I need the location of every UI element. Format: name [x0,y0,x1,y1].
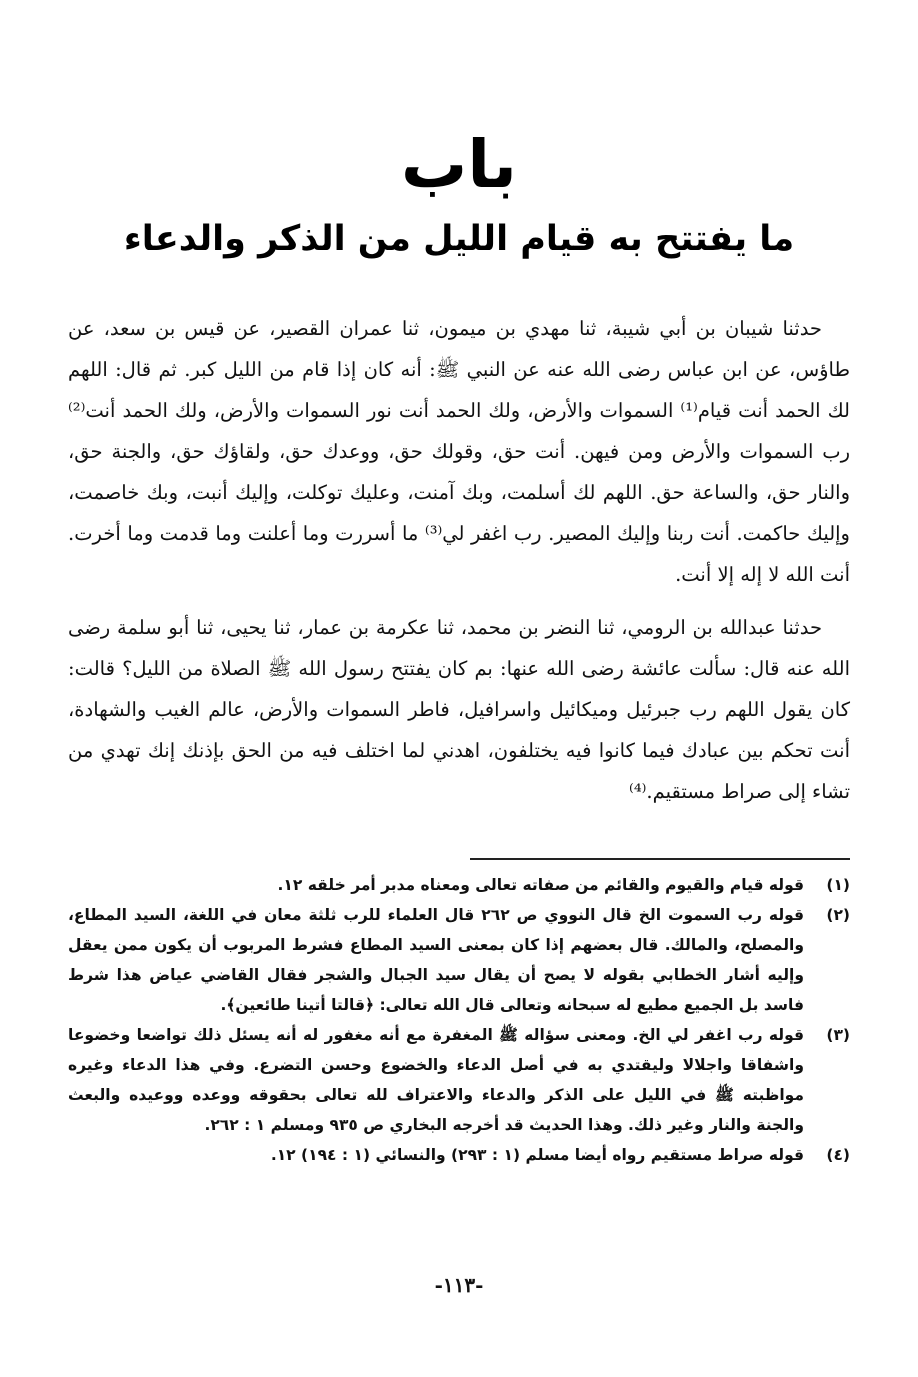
footnote-number: (٢) [826,906,850,924]
footnote-text: قوله صراط مستقيم رواه أيضا مسلم (١ : ٢٩٣) والنسائي (١ : ١٩٤) ١٢. [270,1146,804,1164]
footnote-text: قوله قيام والقيوم والقائم من صفاته تعالى ومعناه مدبر أمر خلقه ١٢. [277,876,804,894]
footnote-number: (١) [826,876,850,894]
footnote-divider [470,858,850,860]
footnote-number: (٣) [826,1026,850,1044]
footnotes [68,870,850,1170]
footnote-number: (٤) [826,1146,850,1164]
page-number: -١١٣- [434,1273,484,1297]
footnote-4 [68,1140,850,1170]
footnote-1 [68,870,850,900]
footnote-3 [68,1020,850,1140]
footnote-text: قوله رب السموت الخ قال النووي ص ٢٦٢ قال العلماء للرب ثلثة معان في اللغة، السيد المطاع، والمصلح، والمالك. قال بعضهم إذا كان بمعنى السيد المطاع فشرط المربوب أن يكون ممن يعقل وإليه أشار الخطابي بقوله لا يصح أن يقال سيد الجبال والشجر فقال القاضي عياض هذا شرط فاسد بل الجميع مطيع له سبحانه وتعالى قال الله تعالى: ﴿قالتا أتينا طائعين﴾. [68,906,804,1014]
hadith-paragraph-2: حدثنا عبدالله بن الرومي، ثنا النضر بن محمد، ثنا عكرمة بن عمار، ثنا يحيى، ثنا أبو سلمة رضى الله عنه قال: سألت عائشة رضى الله عنها: بم كان يفتتح رسول الله ﷺ الصلاة من الليل؟ قالت: كان يقول اللهم رب جبرئيل وميكائيل واسرافيل، فاطر السموات والأرض، عالم الغيب والشهادة، أنت تحكم بين عبادك فيما كانوا فيه يختلفون، اهدني لما اختلف فيه من الحق بإذنك إنك تهدي من تشاء إلى صراط مستقيم.⁽⁴⁾ [68,616,850,803]
main-text [68,308,850,812]
chapter-label: باب [401,126,517,203]
chapter-title: ما يفتتح به قيام الليل من الذكر والدعاء [123,219,795,259]
footnote-2 [68,900,850,1020]
footnote-text: قوله رب اغفر لي الخ. ومعنى سؤاله ﷺ المغفرة مع أنه مغفور له أنه يسئل ذلك تواضعا وخضوعا واشفاقا واجلالا وليقتدي به في أصل الدعاء والخضوع وحسن التضرع. وفي هذا الدعاء وغيره مواظبته ﷺ في الليل على الذكر والدعاء والاعتراف لله تعالى بحقوقه ووعده ووعيده والبعث والجنة والنار وغير ذلك. وهذا الحديث قد أخرجه البخاري ص ٩٣٥ ومسلم ١ : ٢٦٢. [68,1026,804,1134]
hadith-paragraph-1: حدثنا شيبان بن أبي شيبة، ثنا مهدي بن ميمون، ثنا عمران القصير، عن قيس بن سعد، عن طاؤس، عن ابن عباس رضى الله عنه عن النبي ﷺ: أنه كان إذا قام من الليل كبر. ثم قال: اللهم لك الحمد أنت قيام⁽¹⁾ السموات والأرض، ولك الحمد أنت نور السموات والأرض، ولك الحمد أنت⁽²⁾ رب السموات والأرض ومن فيهن. أنت حق، وقولك حق، ووعدك حق، ولقاؤك حق، والجنة حق، والنار حق، والساعة حق. اللهم لك أسلمت، وبك آمنت، وعليك توكلت، وإليك أنبت، وبك خاصمت، وإليك حاكمت. أنت ربنا وإليك المصير. رب اغفر لي⁽³⁾ ما أسررت وما أعلنت وما قدمت وما أخرت. أنت الله لا إله إلا أنت. [68,317,850,586]
